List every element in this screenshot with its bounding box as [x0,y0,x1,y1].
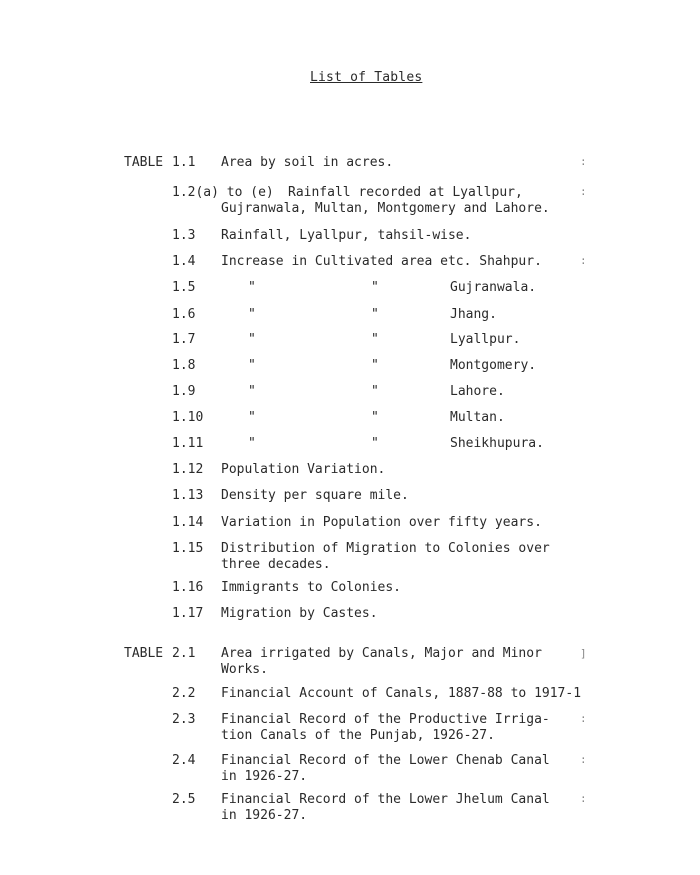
ditto-mark: " [371,358,379,373]
table-number: 1.8 [172,358,196,373]
table-caption: Financial Account of Canals, 1887-88 to 1917-1 [221,686,582,701]
table-number: 1.11 [172,436,204,451]
table-number: 2.4 [172,753,196,768]
table-number: 2.5 [172,792,196,807]
table-number: 1.1 [172,155,196,170]
page-title: List of Tables [310,70,423,85]
table-caption-line2: tion Canals of the Punjab, 1926-27. [221,728,495,743]
table-number: 1.10 [172,410,204,425]
table-caption: Rainfall recorded at Lyallpur, [288,185,523,200]
district-name: Jhang. [450,307,497,322]
district-name: Montgomery. [450,358,537,373]
ditto-mark: " [248,410,256,425]
ditto-mark: " [371,280,379,295]
table-number: 1.3 [172,228,196,243]
ditto-mark: " [248,307,256,322]
table-caption: Immigrants to Colonies. [221,580,402,595]
table-caption-line2: Gujranwala, Multan, Montgomery and Lahore. [221,201,550,216]
table-number: 1.6 [172,307,196,322]
district-name: Sheikhupura. [450,436,544,451]
table-caption: Area by soil in acres. [221,155,394,170]
ditto-mark: " [248,280,256,295]
table-caption: Variation in Population over fifty years. [221,515,542,530]
ditto-mark: " [248,332,256,347]
table-number: 2.3 [172,712,196,727]
margin-mark: : [580,185,587,198]
table-number: 1.5 [172,280,196,295]
district-name: Lahore. [450,384,505,399]
margin-mark: : [580,712,587,725]
table-caption-line2: Works. [221,662,268,677]
table-number: 2.2 [172,686,196,701]
table-prefix: TABLE [124,646,164,661]
table-caption: Migration by Castes. [221,606,378,621]
table-caption: Financial Record of the Productive Irriga- [221,712,550,727]
table-caption: Increase in Cultivated area etc. Shahpur. [221,254,542,269]
table-number: 2.1 [172,646,196,661]
district-name: Gujranwala. [450,280,537,295]
table-prefix: TABLE [124,155,164,170]
ditto-mark: " [248,358,256,373]
table-caption: Financial Record of the Lower Chenab Canal [221,753,550,768]
table-caption: Financial Record of the Lower Jhelum Canal [221,792,550,807]
margin-mark: ] [580,647,587,660]
table-number: 1.4 [172,254,196,269]
table-number: 1.9 [172,384,196,399]
district-name: Multan. [450,410,505,425]
table-caption-line2: in 1926-27. [221,769,308,784]
table-number: 1.17 [172,606,204,621]
ditto-mark: " [371,384,379,399]
table-number: 1.12 [172,462,204,477]
table-number: 1.16 [172,580,204,595]
ditto-mark: " [371,410,379,425]
table-number: 1.2(a) to (e) [172,185,274,200]
district-name: Lyallpur. [450,332,521,347]
ditto-mark: " [371,332,379,347]
table-caption: Population Variation. [221,462,386,477]
table-caption: Density per square mile. [221,488,409,503]
table-number: 1.15 [172,541,204,556]
table-number: 1.13 [172,488,204,503]
ditto-mark: " [248,436,256,451]
table-caption-line2: three decades. [221,557,331,572]
table-number: 1.7 [172,332,196,347]
margin-mark: : [580,254,587,267]
table-number: 1.14 [172,515,204,530]
table-caption: Area irrigated by Canals, Major and Minor [221,646,542,661]
margin-mark: : [580,753,587,766]
table-caption: Rainfall, Lyallpur, tahsil-wise. [221,228,472,243]
ditto-mark: " [248,384,256,399]
ditto-mark: " [371,307,379,322]
ditto-mark: " [371,436,379,451]
margin-mark: : [580,792,587,805]
margin-mark: : [580,155,587,168]
table-caption-line2: in 1926-27. [221,808,308,823]
table-caption: Distribution of Migration to Colonies over [221,541,550,556]
